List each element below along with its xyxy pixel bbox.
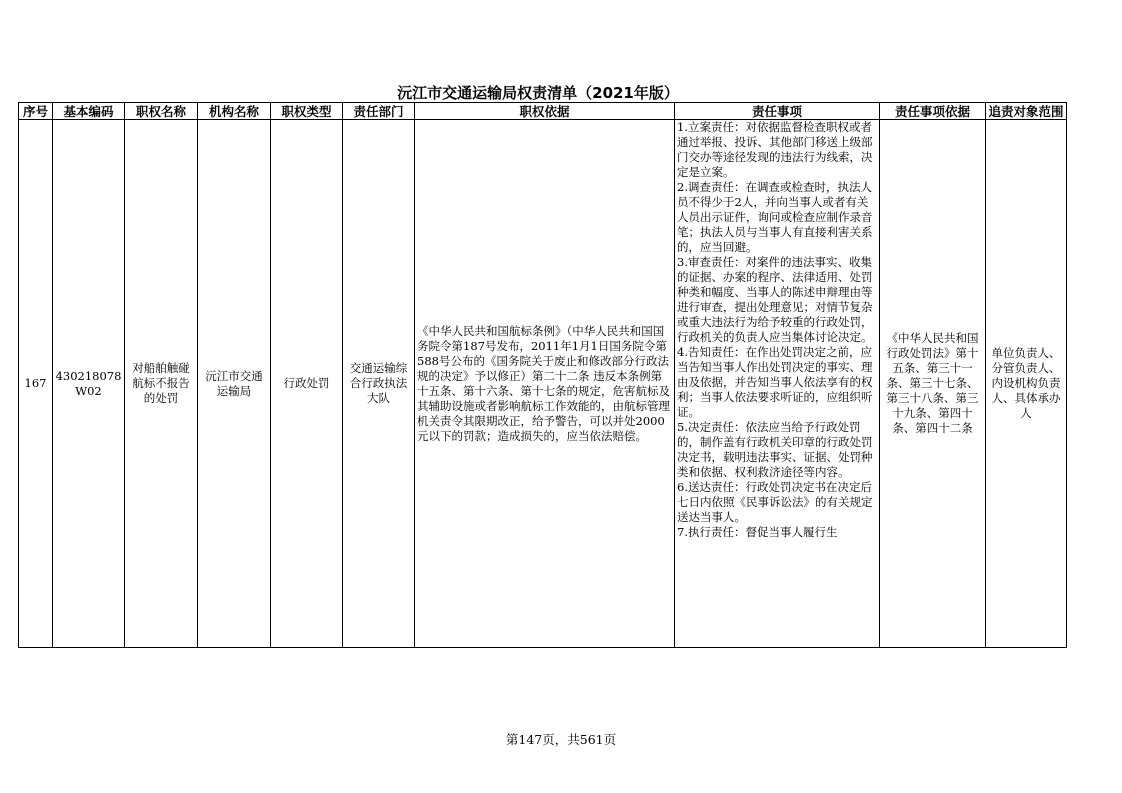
cell-org-name: 沅江市交通运输局 — [198, 120, 271, 648]
cell-code: 430218078W02 — [53, 120, 125, 648]
cell-responsibilities — [675, 120, 880, 648]
resp-item-execution: 7.执行责任：督促当事人履行生 — [677, 525, 838, 539]
resp-item-delivery: 6.送达责任：行政处罚决定书在决定后七日内依照《民事诉讼法》的有关规定送达当事人。 — [677, 480, 873, 524]
table-header-row — [19, 103, 1067, 120]
resp-item-filing: 1.立案责任：对依据监督检查职权或者通过举报、投诉、其他部门移送上级部门交办等途径发现的违法行为线索，决定是立案。 — [677, 120, 873, 179]
cell-accountability: 单位负责人、分管负责人、内设机构负责人、具体承办人 — [986, 120, 1067, 648]
header-accountability: 追责对象范围 — [986, 103, 1067, 120]
page-title: 沅江市交通运输局权责清单（2021年版） — [397, 84, 679, 102]
table-row — [19, 120, 1067, 648]
header-power-name: 职权名称 — [125, 103, 198, 120]
cell-basis: 《中华人民共和国航标条例》（中华人民共和国国务院令第187号发布，2011年1月1日国务院令第588号公布的《国务院关于废止和修改部分行政法规的决定》予以修正）第二十二条 违反本条例第十五条、第十六条、第十七条的规定，危害航标及其辅助设施或者影响航标工作效能的，由航标管理机关责令其限期改正，给予警告，可以并处2000元以下的罚款；造成损失的，应当依法赔偿。 — [415, 120, 675, 648]
header-org-name: 机构名称 — [198, 103, 271, 120]
resp-item-notice: 4.告知责任：在作出处罚决定之前，应当告知当事人作出处罚决定的事实、理由及依据，并告知当事人依法享有的权利；当事人依法要求听证的，应组织听证。 — [677, 345, 873, 419]
header-basis: 职权依据 — [415, 103, 675, 120]
cell-seq: 167 — [19, 120, 53, 648]
resp-item-review: 3.审查责任：对案件的违法事实、收集的证据、办案的程序、法律适用、处罚种类和幅度、当事人的陈述申辩理由等进行审查，提出处理意见；对情节复杂或重大违法行为给予较重的行政处罚，行政机关的负责人应当集体讨论决定。 — [677, 255, 873, 344]
header-seq: 序号 — [19, 103, 53, 120]
power-list-table — [18, 102, 1067, 648]
cell-power-name: 对船舶触碰航标不报告的处罚 — [125, 120, 198, 648]
cell-resp-basis: 《中华人民共和国行政处罚法》第十五条、第三十一条、第三十七条、第三十八条、第三十九条、第四十条、第四十二条 — [880, 120, 986, 648]
header-resp-basis: 责任事项依据 — [880, 103, 986, 120]
header-power-type: 职权类型 — [271, 103, 343, 120]
header-code: 基本编码 — [53, 103, 125, 120]
cell-power-type: 行政处罚 — [271, 120, 343, 648]
header-dept: 责任部门 — [343, 103, 415, 120]
resp-item-decision: 5.决定责任：依法应当给予行政处罚的，制作盖有行政机关印章的行政处罚决定书，载明违法事实、证据、处罚种类和依据、权利救济途径等内容。 — [677, 420, 873, 479]
page-number: 第147页，共561页 — [505, 732, 617, 747]
header-responsibilities: 责任事项 — [675, 103, 880, 120]
cell-dept: 交通运输综合行政执法大队 — [343, 120, 415, 648]
resp-item-investigation: 2.调查责任：在调查或检查时，执法人员不得少于2人，并向当事人或者有关人员出示证件，询问或检查应制作录音笔；执法人员与当事人有直接利害关系的，应当回避。 — [677, 180, 873, 254]
